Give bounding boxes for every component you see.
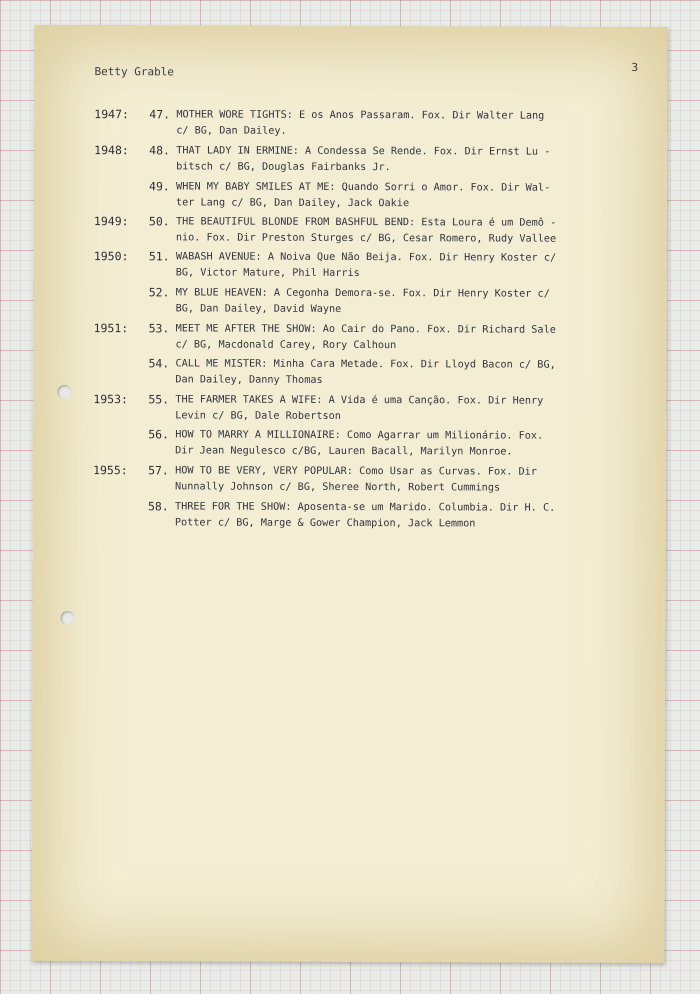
entry-line: MY BLUE HEAVEN: A Cegonha Demora-se. Fox. Dir Henry Koster c/ bbox=[175, 287, 550, 300]
list-item bbox=[34, 143, 667, 174]
punch-hole-bottom bbox=[61, 611, 75, 625]
entry-year: 1955: bbox=[93, 463, 128, 478]
entry-line: BG, Victor Mature, Phil Harris bbox=[175, 267, 360, 280]
page-number: 3 bbox=[631, 60, 639, 75]
entry-year: 1951: bbox=[93, 321, 129, 336]
entry-text bbox=[175, 463, 645, 497]
entry-text bbox=[176, 285, 646, 319]
entry-number: 51. bbox=[148, 249, 170, 264]
entry-line: Nunnally Johnson c/ BG, Sheree North, Robert Cummings bbox=[175, 481, 501, 494]
list-item bbox=[34, 107, 667, 137]
list-item bbox=[34, 285, 667, 315]
list-item bbox=[34, 249, 667, 280]
entry-text bbox=[175, 427, 645, 461]
entry-line: nio. Fox. Dir Preston Sturges c/ BG, Cesar Romero, Rudy Vallee bbox=[175, 232, 557, 245]
list-item bbox=[33, 392, 666, 422]
entry-number: 52. bbox=[148, 285, 170, 300]
list-item bbox=[33, 427, 666, 458]
entry-line: WHEN MY BABY SMILES AT ME: Quando Sorri o Amor. Fox. Dir Wal- bbox=[176, 181, 551, 194]
entry-line: MEET ME AFTER THE SHOW: Ao Cair do Pano. Fox. Dir Richard Sale bbox=[175, 323, 556, 336]
entry-line: c/ BG, Dan Dailey. bbox=[176, 125, 287, 137]
entry-line: THE FARMER TAKES A WIFE: A Vida é uma Canção. Fox. Dir Henry bbox=[175, 394, 544, 407]
list-item bbox=[33, 463, 666, 494]
entry-number: 57. bbox=[148, 463, 169, 478]
entry-line: HOW TO BE VERY, VERY POPULAR: Como Usar as Curvas. Fox. Dir bbox=[175, 465, 537, 478]
entry-line: THE BEAUTIFUL BLONDE FROM BASHFUL BEND: Esta Loura é um Demô - bbox=[175, 216, 557, 229]
entry-line: Levin c/ BG, Dale Robertson bbox=[175, 410, 341, 422]
entry-year: 1950: bbox=[93, 249, 129, 264]
entry-line: ter Lang c/ BG, Dan Dailey, Jack Oakie bbox=[175, 197, 410, 210]
entry-number: 50. bbox=[148, 214, 170, 229]
entry-line: Dir Jean Negulesco c/BG, Lauren Bacall, Marilyn Monroe. bbox=[175, 445, 513, 458]
list-item bbox=[34, 179, 667, 210]
entry-year: 1949: bbox=[93, 214, 129, 229]
entry-line: THAT LADY IN ERMINE: A Condessa Se Rende. Fox. Dir Ernst Lu - bbox=[176, 145, 551, 158]
entry-line: THREE FOR THE SHOW: Aposenta-se um Marido. Columbia. Dir H. C. bbox=[174, 501, 556, 514]
list-item bbox=[33, 499, 666, 530]
entry-year: 1947: bbox=[94, 107, 129, 122]
entry-line: Potter c/ BG, Marge & Gower Champion, Jack Lemmon bbox=[174, 517, 476, 530]
entry-line: HOW TO MARRY A MILLIONAIRE: Como Agarrar um Milionário. Fox. bbox=[175, 429, 544, 442]
entry-text bbox=[175, 499, 645, 533]
typed-page bbox=[31, 25, 667, 963]
entry-text bbox=[176, 143, 646, 177]
entry-text bbox=[175, 392, 645, 426]
entry-year: 1948: bbox=[94, 143, 129, 158]
entry-number: 47. bbox=[149, 107, 171, 122]
entry-number: 53. bbox=[148, 321, 170, 336]
list-item bbox=[34, 214, 667, 245]
entry-line: bitsch c/ BG, Douglas Fairbanks Jr. bbox=[176, 161, 391, 174]
entry-text bbox=[176, 179, 646, 213]
list-item bbox=[34, 321, 667, 352]
list-item bbox=[33, 356, 666, 386]
entry-line: Dan Dailey, Danny Thomas bbox=[175, 374, 323, 386]
entry-text bbox=[176, 249, 646, 283]
entry-line: c/ BG, Macdonald Carey, Rory Calhoun bbox=[175, 339, 397, 352]
header-name: Betty Grable bbox=[94, 65, 174, 79]
entry-text bbox=[175, 321, 645, 355]
entry-line: CALL ME MISTER: Minha Cara Metade. Fox. Dir Lloyd Bacon c/ BG, bbox=[175, 358, 556, 371]
entry-number: 54. bbox=[148, 356, 170, 371]
entry-text bbox=[176, 107, 646, 141]
entry-text bbox=[176, 214, 646, 248]
entry-number: 56. bbox=[148, 427, 170, 442]
punch-hole-top bbox=[57, 385, 71, 399]
entry-number: 55. bbox=[148, 392, 170, 407]
entry-year: 1953: bbox=[93, 392, 128, 407]
entry-number: 58. bbox=[147, 499, 169, 514]
entry-number: 49. bbox=[149, 179, 170, 194]
entry-line: BG, Dan Dailey, David Wayne bbox=[175, 303, 342, 315]
entry-text bbox=[175, 356, 645, 390]
entry-number: 48. bbox=[149, 143, 171, 158]
entry-line: MOTHER WORE TIGHTS: E os Anos Passaram. Fox. Dir Walter Lang bbox=[176, 109, 545, 122]
entry-line: WABASH AVENUE: A Noiva Que Não Beija. Fox. Dir Henry Koster c/ bbox=[175, 251, 557, 264]
